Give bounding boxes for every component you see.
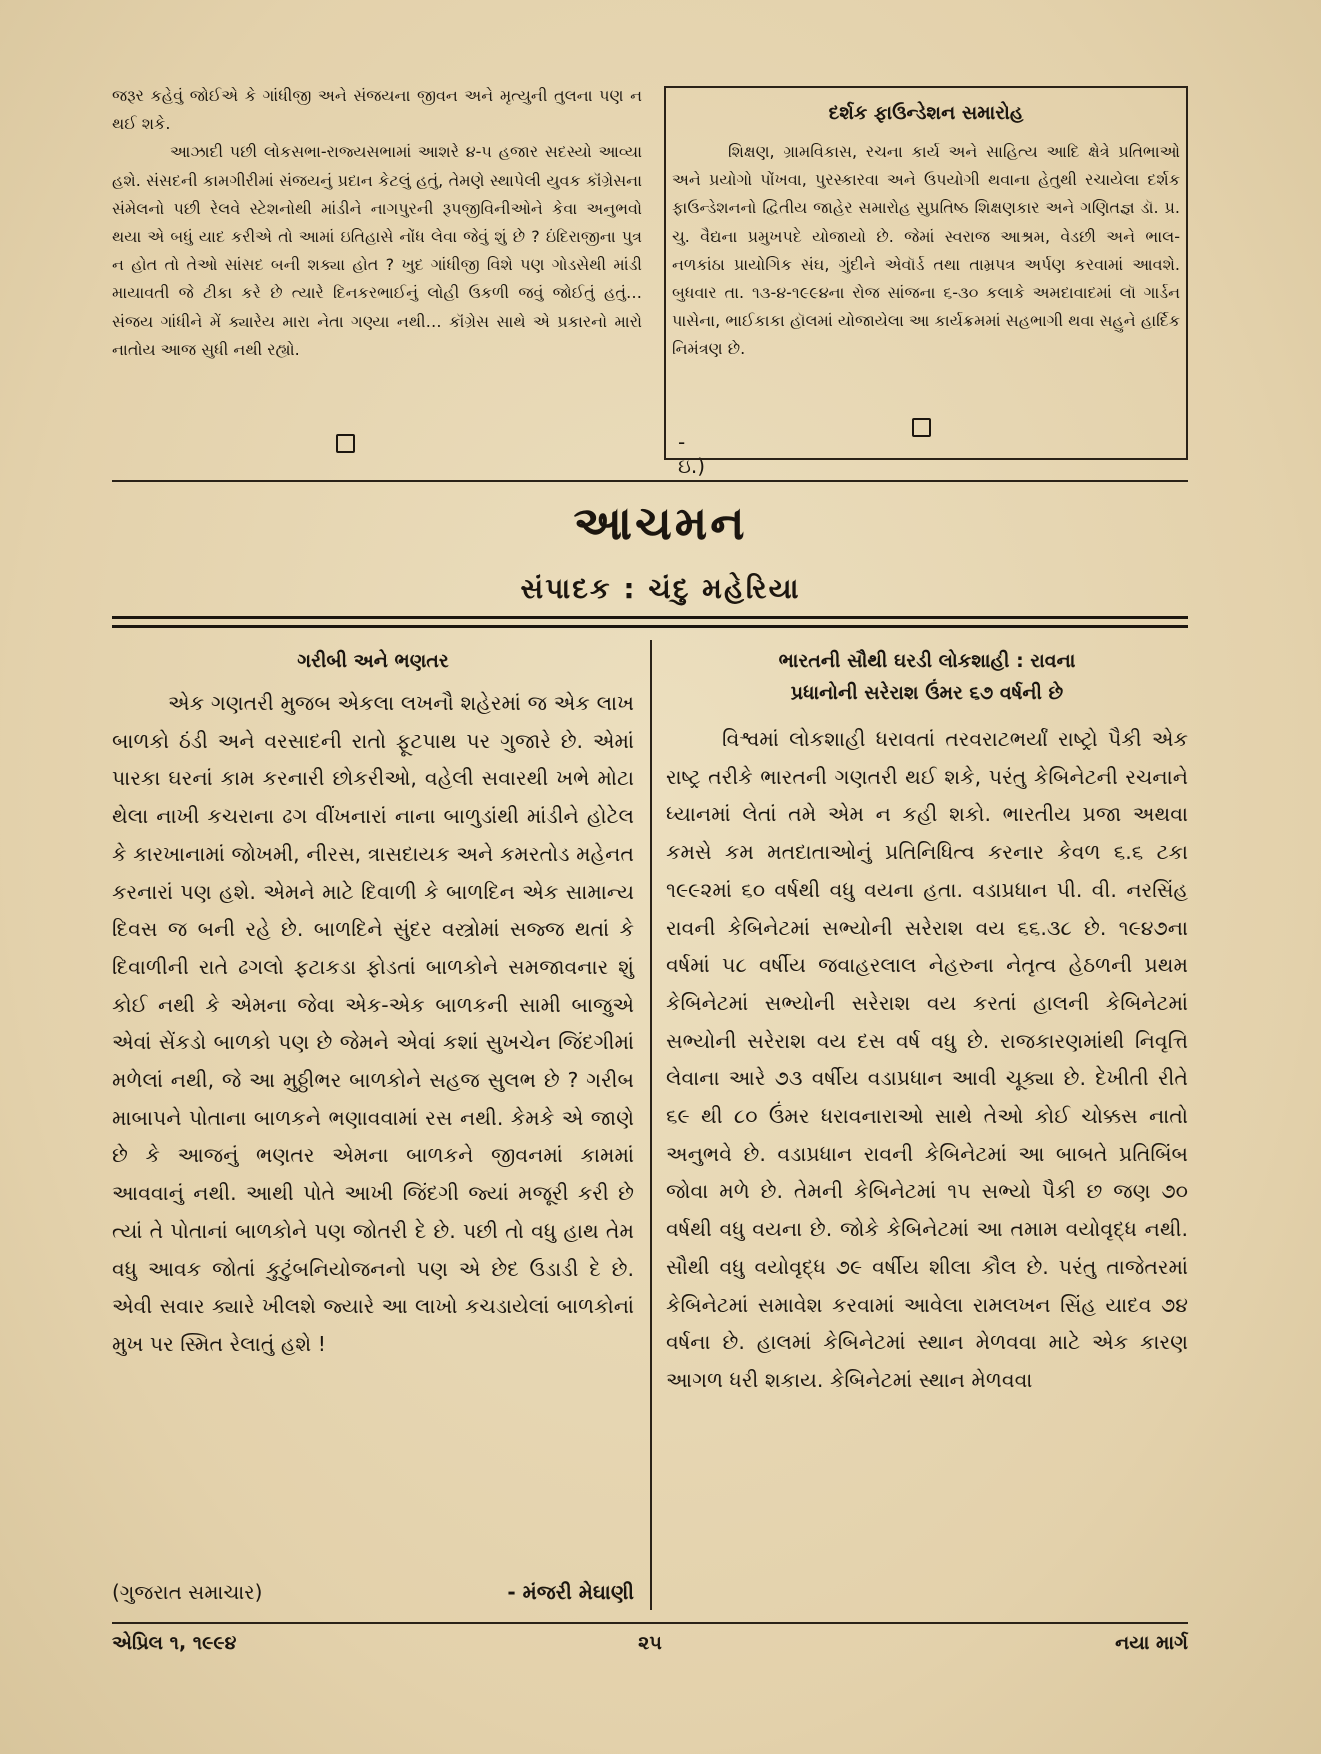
article-signature: - ઇ.) [678,430,706,478]
notice-body: શિક્ષણ, ગ્રામવિકાસ, રચના કાર્ય અને સાહિત્ય આદિ ક્ષેત્રે પ્રતિભાઓ અને પ્રયોગો પોંખવા, પુરસ્કારવા અને ઉપયોગી થવાના હેતુથી રચાયેલા દર્શક ફાઉન્ડેશનનો દ્વિતીય જાહેર સમારોહ સુપ્રતિષ્ઠ શિક્ષણકાર અને ગણિતજ્ઞ ડૉ. પ્ર. ચુ. વૈદ્યના પ્રમુખપદે યોજાયો છે. જેમાં સ્વરાજ આશ્રમ, વેડછી અને ભાલ-નળકાંઠા પ્રાયોગિક સંઘ, ગુંદીને એવૉર્ડ તથા તામ્રપત્ર અર્પણ કરવામાં આવશે. બુધવાર તા. ૧૩-૪-૧૯૯૪ના રોજ સાંજના ૬-૩૦ કલાકે અમદાવાદમાં લૉ ગાર્ડન પાસેના, ભાઈકાકા હૉલમાં યોજાયેલા આ કાર્યક્રમમાં સહભાગી થવા સહુને હાર્દિક નિમંત્રણ છે. [672,142,1180,359]
notice-box [664,86,1188,460]
section-double-rule [112,616,1188,628]
footer-divider [112,1622,1188,1624]
left-article-credits [112,1580,634,1614]
section-title: આચમન [573,496,748,550]
continued-paragraph-1: જરૂર કહેવું જોઈએ કે ગાંધીજી અને સંજયના જીવન અને મૃત્યુની તુલના પણ ન થઈ શકે. [112,86,642,134]
continued-article-footer [112,430,706,478]
end-mark-icon [912,418,931,437]
left-article-body: એક ગણતરી મુજબ એકલા લખનૌ શહેરમાં જ એક લાખ બાળકો ઠંડી અને વરસાદની રાતો ફૂટપાથ પર ગુજારે છે. એમાં પારકા ઘરનાં કામ કરનારી છોકરીઓ, વહેલી સવારથી ખભે મોટા થેલા નાખી કચરાના ઢગ વીંખનારાં નાના બાળુડાંથી માંડીને હોટેલ કે કારખાનામાં જોખમી, નીરસ, ત્રાસદાયક અને કમરતોડ મહેનત કરનારાં પણ હશે. એમને માટે દિવાળી કે બાળદિન એક સામાન્ય દિવસ જ બની રહે છે. બાળદિને સુંદર વસ્ત્રોમાં સજ્જ થતાં કે દિવાળીની રાતે ઢગલો ફટાકડા ફોડતાં બાળકોને સમજાવનાર શું કોઈ નથી કે એમના જેવા એક-એક બાળકની સામી બાજુએ એવાં સેંકડો બાળકો પણ છે જેમને એવાં કશાં સુખચેન જિંદગીમાં મળેલાં નથી, જે આ મુઠ્ઠીભર બાળકોને સહજ સુલભ છે ? ગરીબ માબાપને પોતાના બાળકને ભણાવવામાં રસ નથી. કેમકે એ જાણે છે કે આજનું ભણતર એમના બાળકને જીવનમાં કામમાં આવવાનું નથી. આથી પોતે આખી જિંદગી જ્યાં મજૂરી કરી છે ત્યાં તે પોતાનાં બાળકોને પણ જોતરી દે છે. પછી તો વધુ હાથ તેમ વધુ આવક જોતાં કુટુંબનિયોજનનો પણ એ છેદ ઉડાડી દે છે. એવી સવાર ક્યારે ખીલશે જ્યારે આ લાખો કચડાયેલાં બાળકોનાં મુખ પર સ્મિત રેલાતું હશે ! [112,691,634,1356]
section-editor: સંપાદક : ચંદુ મહેરિયા [520,572,801,605]
left-article [112,645,634,1364]
continued-paragraph-2: આઝાદી પછી લોકસભા-રાજ્યસભામાં આશરે ૪-૫ હજાર સદસ્યો આવ્યા હશે. સંસદની કામગીરીમાં સંજયનું પ્રદાન કેટલું હતું, તેમણે સ્થાપેલી યુવક કૉંગ્રેસના સંમેલનો પછી રેલવે સ્ટેશનોથી માંડીને નાગપુરની રૂપજીવિનીઓને કેવા અનુભવો થયા એ બધું યાદ કરીએ તો આમાં ઇતિહાસે નોંધ લેવા જેવું શું છે ? ઇંદિરાજીના પુત્ર ન હોત તો તેઓ સાંસદ બની શક્યા હોત ? ખુદ ગાંધીજી વિશે પણ ગોડસેથી માંડી માયાવતી જે ટીકા કરે છે ત્યારે દિનકરભાઈનું લોહી ઉકળી જવું જોઈતું હતું… સંજય ગાંધીને મેં ક્યારેય મારા નેતા ગણ્યા નથી… કૉંગ્રેસ સાથે એ પ્રકારનો મારો નાતોય આજ સુધી નથી રહ્યો. [112,142,642,359]
right-article [666,645,1188,1400]
notice-title: દર્શક ફાઉન્ડેશન સમારોહ [828,102,1024,124]
page-number: ૨૫ [638,1632,662,1654]
publication-name: નયા માર્ગ [1115,1632,1188,1654]
issue-date: એપ્રિલ ૧, ૧૯૯૪ [112,1632,237,1654]
right-article-title-line-2: પ્રધાનોની સરેરાશ ઉંમર ૬૭ વર્ષની છે [790,682,1064,704]
right-article-body: વિશ્વમાં લોકશાહી ધરાવતાં તરવરાટભર્યાં રાષ્ટ્રો પૈકી એક રાષ્ટ્ર તરીકે ભારતની ગણતરી થઈ શકે, પરંતુ કેબિનેટની રચનાને ધ્યાનમાં લેતાં તમે એમ ન કહી શકો. ભારતીય પ્રજા અથવા કમસે કમ મતદાતાઓનું પ્રતિનિધિત્વ કરનાર કેવળ ૬.૬ ટકા ૧૯૯૨માં ૬૦ વર્ષથી વધુ વયના હતા. વડાપ્રધાન પી. વી. નરસિંહ રાવની કેબિનેટમાં સભ્યોની સરેરાશ વય ૬૬.૩૮ છે. ૧૯૪૭ના વર્ષમાં ૫૮ વર્ષીય જવાહરલાલ નેહરુના નેતૃત્વ હેઠળની પ્રથમ કેબિનેટમાં સભ્યોની સરેરાશ વય કરતાં હાલની કેબિનેટમાં સભ્યોની સરેરાશ વય દસ વર્ષ વધુ છે. રાજકારણમાંથી નિવૃત્તિ લેવાના આરે ૭૩ વર્ષીય વડાપ્રધાન આવી ચૂક્યા છે. દેખીતી રીતે ૬૯ થી ૮૦ ઉંમર ધરાવનારાઓ સાથે તેઓ કોઈ ચોક્કસ નાતો અનુભવે છે. વડાપ્રધાન રાવની કેબિનેટમાં આ બાબતે પ્રતિબિંબ જોવા મળે છે. તેમની કેબિનેટમાં ૧૫ સભ્યો પૈકી છ જણ ૭૦ વર્ષથી વધુ વયના છે. જોકે કેબિનેટમાં આ તમામ વયોવૃદ્ધ નથી. સૌથી વધુ વયોવૃદ્ધ ૭૯ વર્ષીય શીલા કૌલ છે. પરંતુ તાજેતરમાં કેબિનેટમાં સમાવેશ કરવામાં આવેલા રામલખન સિંહ યાદવ ૭૪ વર્ષના છે. હાલમાં કેબિનેટમાં સ્થાન મેળવવા માટે એક કારણ આગળ ધરી શકાય. કેબિનેટમાં સ્થાન મેળવવા [666,727,1188,1392]
article-author: - મંજરી મેઘાણી [507,1580,634,1604]
article-source: (ગુજરાત સમાચાર) [112,1580,263,1604]
continued-article [112,82,642,364]
left-article-title: ગરીબી અને ભણતર [297,650,449,672]
column-divider [650,640,652,1610]
end-mark-icon [336,434,355,453]
section-divider [112,480,1188,482]
right-article-title-line-1: ભારતની સૌથી ઘરડી લોકશાહી : રાવના [778,650,1076,672]
page-footer [112,1632,1188,1662]
